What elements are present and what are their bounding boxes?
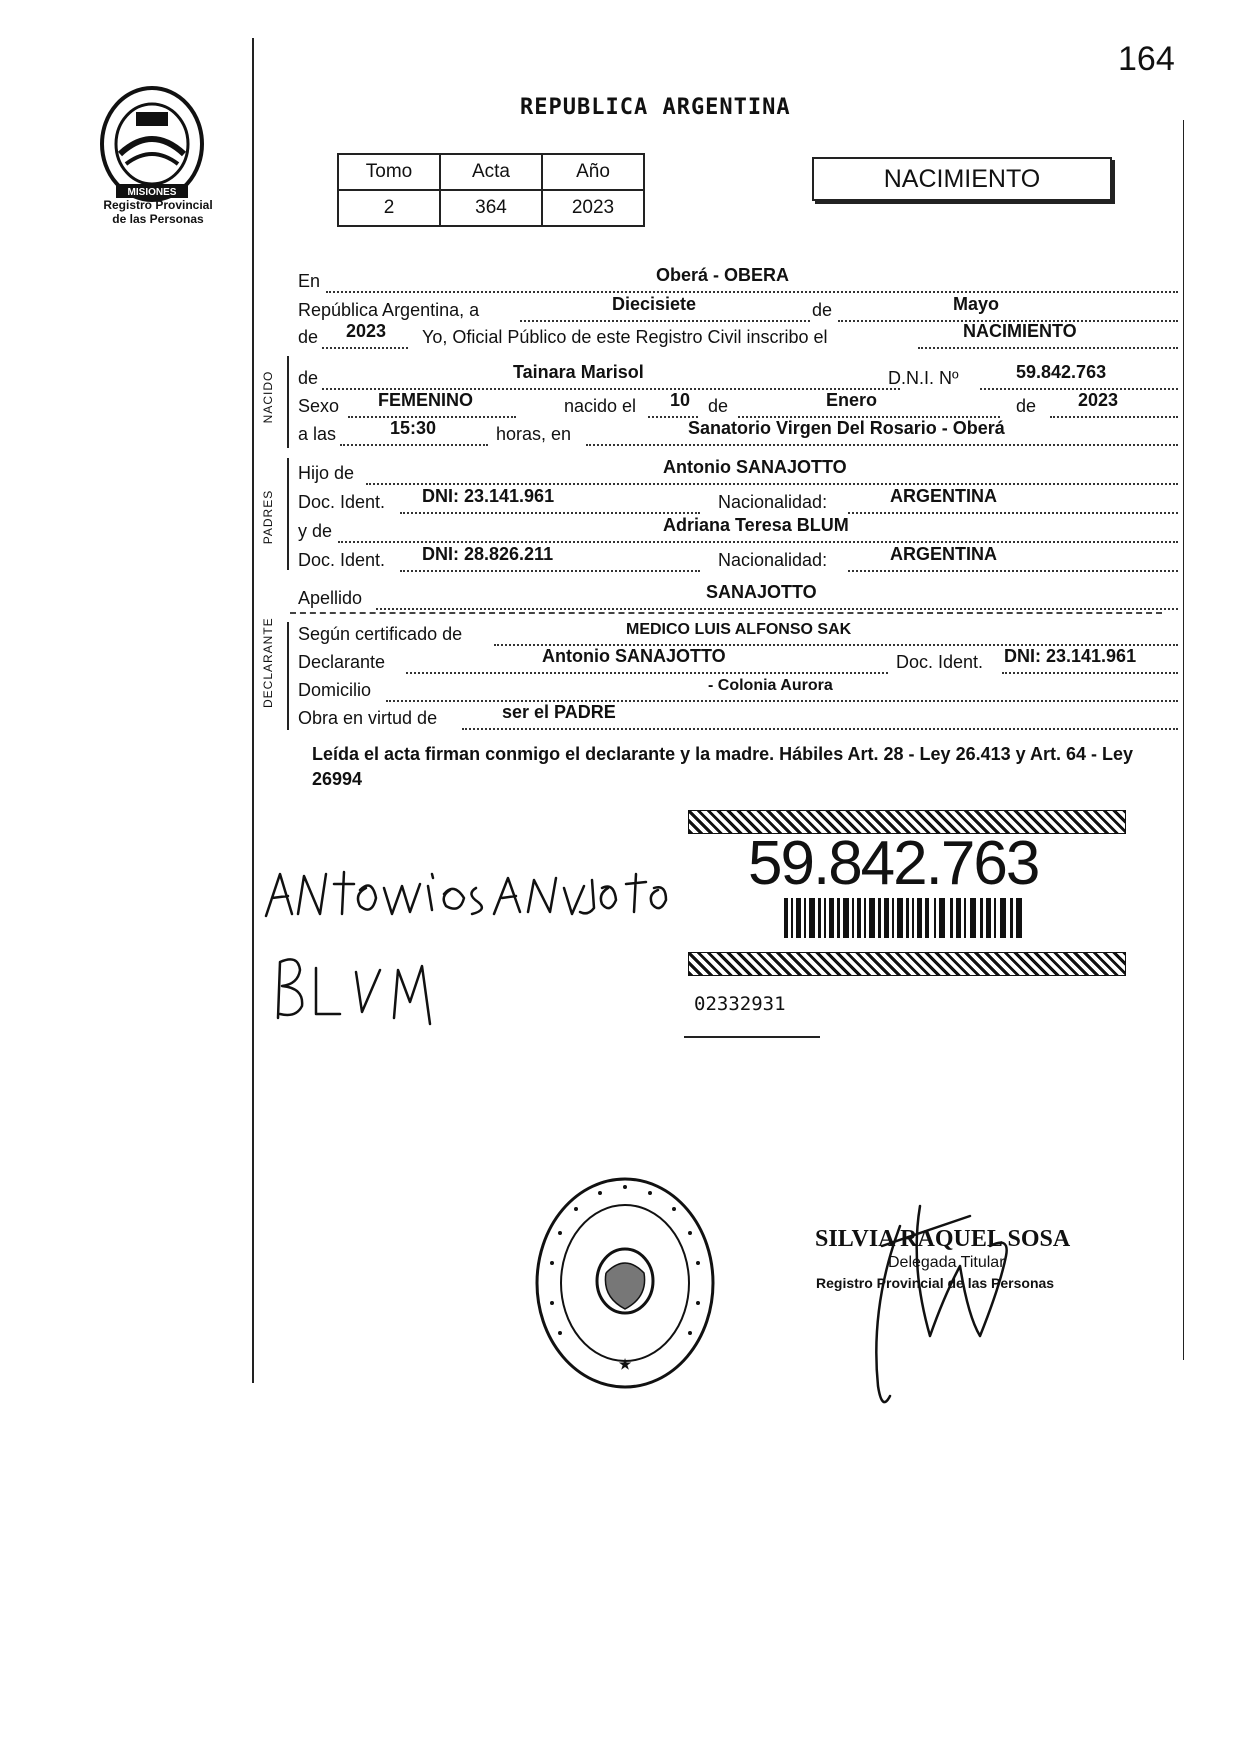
right-margin-line bbox=[1183, 120, 1184, 1360]
signatory-name: SILVIA RAQUEL SOSA bbox=[815, 1226, 1071, 1252]
logo-caption-line2: de las Personas bbox=[112, 212, 204, 226]
handwritten-name-line1 bbox=[262, 864, 672, 924]
sexo-value: FEMENINO bbox=[378, 390, 474, 410]
mother-nac-value: ARGENTINA bbox=[890, 544, 997, 564]
mother-name-value: Adriana Teresa BLUM bbox=[663, 515, 849, 535]
nacido-section-label: NACIDO bbox=[261, 370, 275, 424]
signatory-role: Delegada Titular bbox=[888, 1254, 1005, 1271]
day-value: Diecisiete bbox=[612, 294, 697, 314]
registry-value-tomo: 2 bbox=[338, 190, 440, 226]
registry-value-acta: 364 bbox=[440, 190, 542, 226]
inscribo-label: Yo, Oficial Público de este Registro Civil inscribo el bbox=[422, 327, 828, 347]
logo-caption bbox=[88, 198, 228, 226]
sticker-id-number: 59.842.763 bbox=[748, 829, 1039, 898]
father-name-value: Antonio SANAJOTTO bbox=[663, 457, 847, 477]
father-nac-value: ARGENTINA bbox=[890, 486, 997, 506]
registry-value-anio: 2023 bbox=[542, 190, 644, 226]
registry-header-tomo: Tomo bbox=[338, 154, 440, 190]
domicilio-value: - Colonia Aurora bbox=[708, 677, 833, 694]
birth-month-value: Enero bbox=[826, 390, 878, 410]
declarante-value: Antonio SANAJOTTO bbox=[542, 646, 726, 666]
obra-label: Obra en virtud de bbox=[298, 708, 438, 728]
place-value: Oberá - OBERA bbox=[656, 265, 790, 285]
province-crest-logo bbox=[96, 84, 208, 206]
horas-en-label: horas, en bbox=[496, 424, 572, 444]
svg-text:★: ★ bbox=[618, 1356, 632, 1372]
cert-label: Según certificado de bbox=[298, 624, 463, 644]
sexo-label: Sexo bbox=[298, 396, 340, 416]
inscribo-value: NACIMIENTO bbox=[963, 321, 1077, 341]
declarante-label: Declarante bbox=[298, 652, 386, 672]
de-label: de bbox=[812, 300, 833, 320]
registry-header-anio: Año bbox=[542, 154, 644, 190]
birth-day-value: 10 bbox=[670, 390, 691, 410]
mother-nac-label: Nacionalidad: bbox=[718, 550, 828, 570]
lugar-value: Sanatorio Virgen Del Rosario - Oberá bbox=[688, 418, 1005, 438]
declarante-doc-value: DNI: 23.141.961 bbox=[1004, 646, 1137, 666]
delegation-seal bbox=[530, 1173, 720, 1393]
father-nac-label: Nacionalidad: bbox=[718, 492, 828, 512]
mother-doc-value: DNI: 28.826.211 bbox=[422, 544, 554, 564]
sticker-bottom-stripe bbox=[688, 952, 1126, 976]
logo-seal-text: MISIONES bbox=[127, 187, 177, 198]
padres-section-label: PADRES bbox=[261, 489, 275, 545]
sticker-barcode bbox=[784, 898, 1024, 938]
father-doc-value: DNI: 23.141.961 bbox=[422, 486, 555, 506]
registry-table bbox=[337, 153, 645, 227]
sticker-serial: 02332931 bbox=[694, 993, 786, 1015]
hora-label: a las bbox=[298, 424, 337, 444]
y-de-label: y de bbox=[298, 521, 333, 541]
registry-header-acta: Acta bbox=[440, 154, 542, 190]
nacido-el-label: nacido el bbox=[564, 396, 637, 416]
logo-caption-line1: Registro Provincial bbox=[103, 198, 213, 212]
hijo-de-label: Hijo de bbox=[298, 463, 355, 483]
child-name-value: Tainara Marisol bbox=[513, 362, 644, 382]
declarante-doc-label: Doc. Ident. bbox=[896, 652, 984, 672]
cert-value: MEDICO LUIS ALFONSO SAK bbox=[626, 621, 852, 638]
legal-note: Leída el acta firman conmigo el declarante y la madre. Hábiles Art. 28 - Ley 26.413 y Art. 64 - Ley 26994 bbox=[312, 744, 1134, 789]
child-dni-value: 59.842.763 bbox=[1016, 362, 1107, 382]
de-label-2: de bbox=[298, 327, 319, 347]
act-type-box: NACIMIENTO bbox=[812, 157, 1112, 201]
en-label: En bbox=[298, 271, 321, 291]
obra-value: ser el PADRE bbox=[502, 702, 616, 722]
mother-doc-label: Doc. Ident. bbox=[298, 550, 386, 570]
declarante-section-label: DECLARANTE bbox=[261, 617, 275, 708]
signatory-organization: Registro Provincial de las Personas bbox=[816, 1275, 1055, 1291]
domicilio-label: Domicilio bbox=[298, 680, 372, 700]
dni-label: D.N.I. Nº bbox=[888, 368, 959, 388]
nacido-de-label: de bbox=[298, 368, 319, 388]
page-number: 164 bbox=[1118, 40, 1175, 78]
father-doc-label: Doc. Ident. bbox=[298, 492, 386, 512]
birth-de-label: de bbox=[708, 396, 729, 416]
republica-label: República Argentina, a bbox=[298, 300, 480, 320]
apellido-value: SANAJOTTO bbox=[706, 582, 817, 602]
hora-value: 15:30 bbox=[390, 418, 437, 438]
month-value: Mayo bbox=[953, 294, 1000, 314]
document-title: REPUBLICA ARGENTINA bbox=[520, 95, 791, 120]
handwritten-name-line2 bbox=[270, 948, 450, 1028]
birth-year-value: 2023 bbox=[1078, 390, 1119, 410]
birth-de-label-2: de bbox=[1016, 396, 1037, 416]
apellido-label: Apellido bbox=[298, 588, 363, 608]
handwritten-signature bbox=[860, 1186, 1060, 1416]
year-value: 2023 bbox=[346, 321, 387, 341]
